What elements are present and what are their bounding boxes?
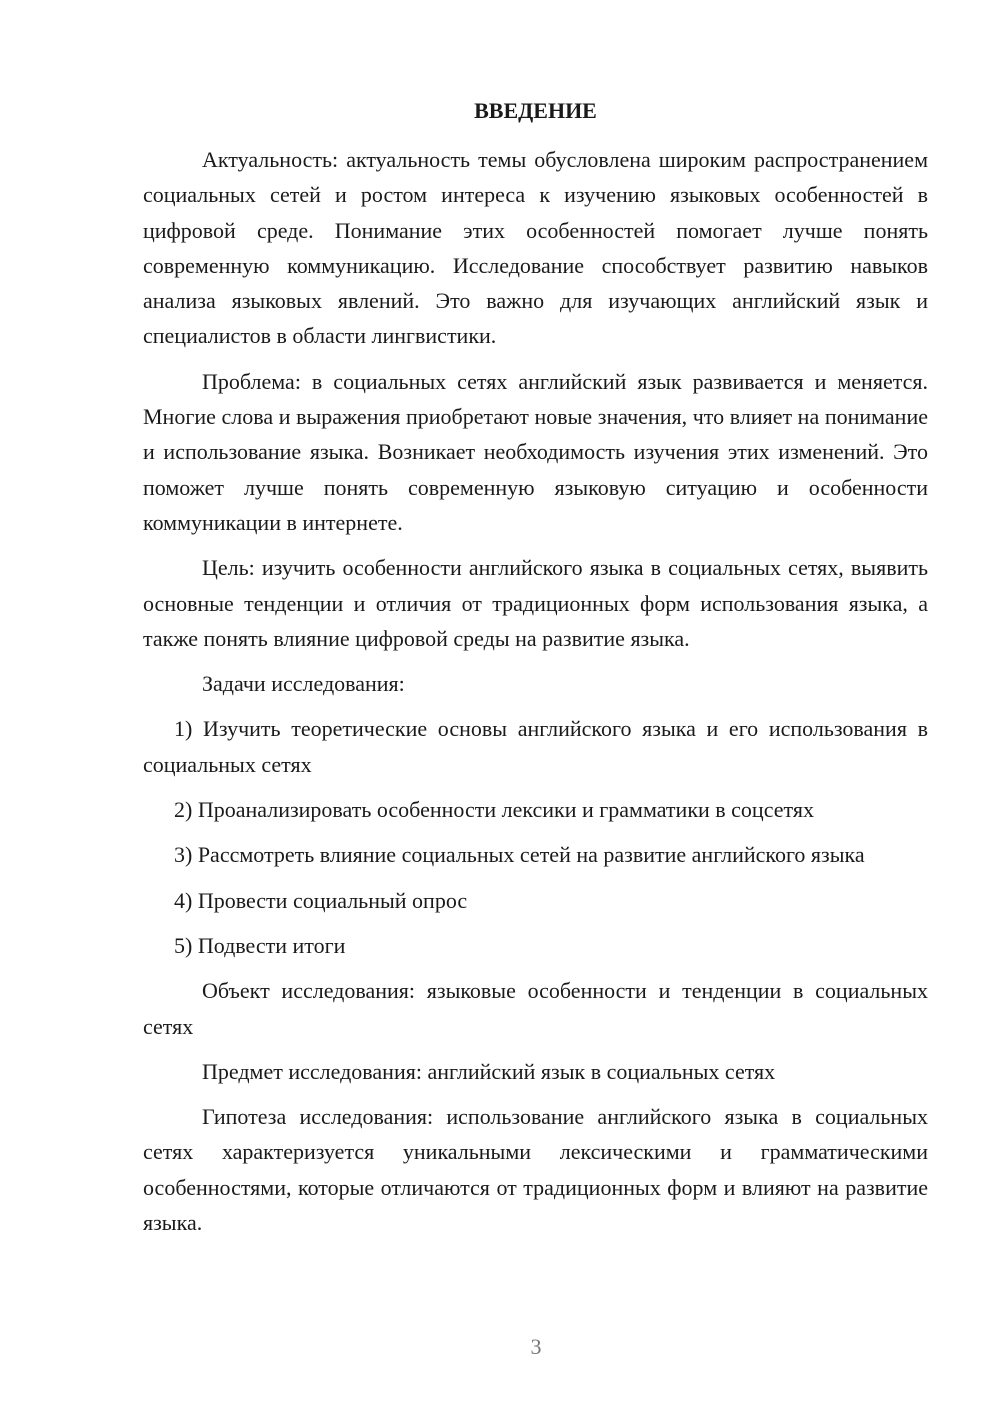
problem-paragraph: Проблема: в социальных сетях английский язык развивается и меняется. Многие слова и выражения приобретают новые значения, что влияет на понимание и использование языка. Возникает необходимость изучения этих изменений. Это поможет лучше понять современную языковую ситуацию и особенности коммуникации в интернете.: [143, 368, 928, 535]
page-number: 3: [530, 1334, 542, 1359]
object-paragraph: Объект исследования: языковые особенности и тенденции в социальных сетях: [143, 978, 928, 1039]
task-item-5: 5) Подвести итоги: [174, 932, 346, 958]
section-title: ВВЕДЕНИЕ: [474, 98, 597, 123]
task-item-2: 2) Проанализировать особенности лексики и грамматики в соцсетях: [174, 797, 814, 823]
relevance-paragraph: Актуальность: актуальность темы обусловлена широким распространением социальных сетей и ростом интереса к изучению языковых особенностей в цифровой среде. Понимание этих особенностей помогает лучше понять современную коммуникацию. Исследование способствует развитию навыков анализа языковых явлений. Это важно для изучающих английский язык и специалистов в области лингвистики.: [143, 147, 928, 349]
task-item-4: 4) Провести социальный опрос: [174, 887, 468, 913]
goal-paragraph: Цель: изучить особенности английского языка в социальных сетях, выявить основные тенденции и отличия от традиционных форм использования языка, а также понять влияние цифровой среды на развитие языка.: [143, 555, 928, 651]
task-item-3: 3) Рассмотреть влияние социальных сетей на развитие английского языка: [174, 842, 865, 868]
hypothesis-paragraph: Гипотеза исследования: использование английского языка в социальных сетях характеризуется уникальными лексическими и грамматическими особенностями, которые отличаются от традиционных форм и влияют на развитие языка.: [143, 1104, 928, 1236]
task-item-1: 1) Изучить теоретические основы английского языка и его использования в социальных сетях: [143, 716, 928, 777]
subject-paragraph: Предмет исследования: английский язык в социальных сетях: [202, 1058, 776, 1084]
tasks-heading: Задачи исследования:: [202, 671, 405, 697]
document-page: [143, 96, 928, 1250]
